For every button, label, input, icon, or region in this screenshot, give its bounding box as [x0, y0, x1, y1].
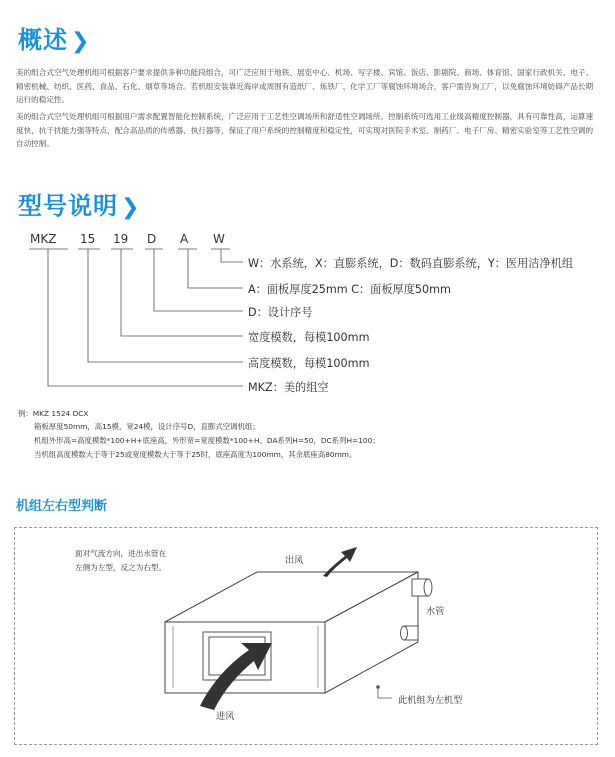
unit-type-label: 此机组为左机型: [398, 695, 463, 706]
orientation-note: 面对气流方向，进出水管在左侧为左型，反之为右型。: [75, 549, 167, 572]
model-title: 型号说明: [18, 192, 118, 220]
code-part-height: 15: [80, 232, 96, 246]
example-line-2: 机组外形高=高度模数*100+H+底座高，外形宽=宽度模数*100+H。DA系列H=50，DC系列H=100；: [34, 436, 380, 445]
pipe-label: 水管: [426, 606, 445, 617]
code-part-system: W: [213, 232, 225, 246]
code-part-width: 19: [113, 232, 129, 246]
example-code: 例：MKZ 1524 DCX: [18, 409, 89, 418]
unit-label-callout: [378, 688, 392, 698]
desc-width-module: 宽度模数，每模100mm: [248, 331, 370, 344]
overview-paragraph-1: 美的组合式空气处理机组可根据客户要求提供多种功能段组合，可广泛应用于地铁、展览中心、机场、写字楼、宾馆、饭店、影剧院、商场、体育馆、国家行政机关、电子、精密机械、纺织、医药、食品、石化、烟草等场合。若机组安装靠近海岸或周围有造纸厂、炼铁厂、化学工厂等腐蚀环境场合，客户需咨询工厂，以免腐蚀环境妨碍产品长期运行的稳定性。: [16, 68, 594, 105]
desc-height-module: 高度模数，每模100mm: [248, 357, 370, 370]
code-part-panel: A: [180, 232, 189, 246]
desc-mkz: MKZ：美的组空: [248, 381, 329, 394]
code-part-design: D: [147, 232, 157, 246]
example-line-1: 箱板厚度50mm，高15模，宽24模，设计序号D，直膨式空调机组；: [34, 422, 260, 431]
inlet-label: 进风: [216, 711, 235, 722]
example-line-3: 当机组高度模数大于等于25或宽度模数大于等于25时，底座高度为100mm，其余底座高80mm。: [34, 450, 357, 459]
desc-panel-thickness: A：面板厚度25mm C：面板厚度50mm: [248, 283, 451, 296]
outlet-label: 出风: [285, 555, 304, 566]
code-part-mkz: MKZ: [30, 232, 57, 246]
desc-design-number: D：设计序号: [248, 306, 313, 319]
double-chevron-icon: ❯: [121, 195, 141, 220]
overview-title: 概述: [18, 26, 68, 54]
overview-paragraph-2: 美的组合式空气处理机组可根据用户需求配置智能化控制系统，广泛应用于工艺性空调场所和舒适性空调场所。控制系统可选用工业级高精度控制器，具有可靠性高，运算速度快，抗干扰能力强等特点，配合高品质的传感器、执行器等，保证了用户系统的控制精度和稳定性，可实现对医院手术室、制药厂、电子厂房、精密实验室等工艺性空调的自动控制。: [16, 112, 594, 149]
orientation-title: 机组左右型判断: [16, 499, 108, 514]
desc-system-type: W：水系统，X：直膨系统，D：数码直膨系统，Y：医用洁净机组: [248, 257, 574, 270]
double-chevron-icon: ❯: [71, 29, 91, 54]
